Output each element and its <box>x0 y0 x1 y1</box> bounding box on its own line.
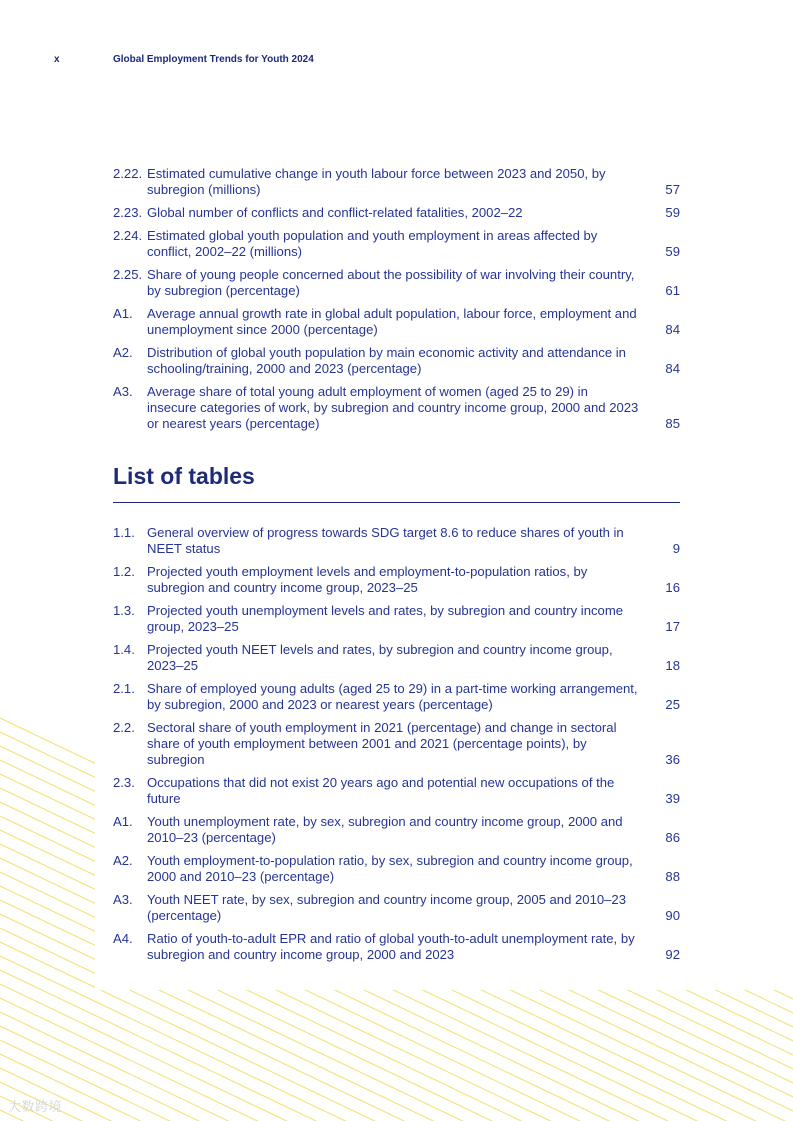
table-entry[interactable] <box>113 564 680 596</box>
page-reference: 59 <box>665 244 680 259</box>
section-heading: List of tables <box>113 463 255 489</box>
table-caption: Projected youth unemployment levels and rates, by subregion and country income group, 2023–25 <box>147 603 624 634</box>
figure-number: 2.24. <box>113 228 143 243</box>
page-reference: 17 <box>665 619 680 634</box>
figure-entry[interactable] <box>113 205 680 221</box>
figure-caption: Share of young people concerned about the possibility of war involving their country, by subregion (percentage) <box>147 267 635 298</box>
table-entry[interactable] <box>113 525 680 557</box>
table-number: 1.1. <box>113 525 135 540</box>
page-reference: 84 <box>665 361 680 376</box>
table-number: 2.1. <box>113 681 135 696</box>
page-reference: 57 <box>665 182 680 197</box>
figure-entry[interactable] <box>113 166 680 198</box>
page-reference: 9 <box>672 541 680 556</box>
figure-caption: Estimated global youth population and youth employment in areas affected by conflict, 2002–22 (millions) <box>147 228 598 259</box>
table-caption: Projected youth NEET levels and rates, by subregion and country income group, 2023–25 <box>147 642 613 673</box>
figure-caption: Global number of conflicts and conflict-related fatalities, 2002–22 <box>147 205 523 220</box>
table-entry[interactable] <box>113 642 680 674</box>
page-reference: 36 <box>665 752 680 767</box>
figure-entry[interactable] <box>113 228 680 260</box>
table-entry[interactable] <box>113 775 680 807</box>
page-reference: 18 <box>665 658 680 673</box>
page-reference: 25 <box>665 697 680 712</box>
list-of-tables <box>113 525 680 970</box>
figure-number: A1. <box>113 306 133 321</box>
figure-entry[interactable] <box>113 267 680 299</box>
page-reference: 85 <box>665 416 680 431</box>
figure-number: 2.22. <box>113 166 143 181</box>
table-number: 1.2. <box>113 564 135 579</box>
figure-number: A2. <box>113 345 133 360</box>
section-divider <box>113 502 680 503</box>
table-caption: General overview of progress towards SDG target 8.6 to reduce shares of youth in NEET status <box>147 525 624 556</box>
table-number: A1. <box>113 814 133 829</box>
table-number: A3. <box>113 892 133 907</box>
table-caption: Ratio of youth-to-adult EPR and ratio of global youth-to-adult unemployment rate, by subregion and country income group, 2000 and 2023 <box>147 931 635 962</box>
page-reference: 86 <box>665 830 680 845</box>
table-caption: Sectoral share of youth employment in 2021 (percentage) and change in sectoral share of youth employment between 2001 and 2021 (percentage points), by subregion <box>147 720 617 767</box>
page-reference: 39 <box>665 791 680 806</box>
table-number: 1.3. <box>113 603 135 618</box>
page-reference: 90 <box>665 908 680 923</box>
table-number: 1.4. <box>113 642 135 657</box>
table-entry[interactable] <box>113 892 680 924</box>
table-entry[interactable] <box>113 603 680 635</box>
page-reference: 59 <box>665 205 680 220</box>
document-title: Global Employment Trends for Youth 2024 <box>113 54 314 65</box>
figure-entry[interactable] <box>113 306 680 338</box>
table-number: A2. <box>113 853 133 868</box>
page-reference: 88 <box>665 869 680 884</box>
table-entry[interactable] <box>113 814 680 846</box>
table-caption: Youth unemployment rate, by sex, subregion and country income group, 2000 and 2010–23 (percentage) <box>147 814 623 845</box>
table-number: 2.2. <box>113 720 135 735</box>
figure-number: 2.25. <box>113 267 143 282</box>
list-of-figures <box>113 166 680 439</box>
table-caption: Youth employment-to-population ratio, by sex, subregion and country income group, 2000 and 2010–23 (percentage) <box>147 853 633 884</box>
table-caption: Projected youth employment levels and employment-to-population ratios, by subregion and country income group, 2023–25 <box>147 564 588 595</box>
table-entry[interactable] <box>113 931 680 963</box>
figure-caption: Average annual growth rate in global adult population, labour force, employment and unemployment since 2000 (percentage) <box>147 306 637 337</box>
page-number: x <box>54 54 60 65</box>
table-entry[interactable] <box>113 681 680 713</box>
figure-caption: Average share of total young adult employment of women (aged 25 to 29) in insecure categories of work, by subregion and country income group, 2000 and 2023 or nearest years (percentage) <box>147 384 639 431</box>
figure-number: 2.23. <box>113 205 143 220</box>
figure-entry[interactable] <box>113 345 680 377</box>
figure-caption: Distribution of global youth population by main economic activity and attendance in schooling/training, 2000 and 2023 (percentage) <box>147 345 626 376</box>
table-entry[interactable] <box>113 853 680 885</box>
table-caption: Occupations that did not exist 20 years ago and potential new occupations of the future <box>147 775 615 806</box>
table-caption: Youth NEET rate, by sex, subregion and country income group, 2005 and 2010–23 (percentage) <box>147 892 626 923</box>
page-reference: 84 <box>665 322 680 337</box>
table-entry[interactable] <box>113 720 680 768</box>
table-number: A4. <box>113 931 133 946</box>
figure-entry[interactable] <box>113 384 680 432</box>
page-reference: 16 <box>665 580 680 595</box>
table-caption: Share of employed young adults (aged 25 to 29) in a part-time working arrangement, by subregion, 2000 and 2023 or nearest years (percentage) <box>147 681 638 712</box>
table-number: 2.3. <box>113 775 135 790</box>
watermark: 大数跨境 <box>8 1099 63 1114</box>
page-reference: 61 <box>665 283 680 298</box>
page-reference: 92 <box>665 947 680 962</box>
figure-number: A3. <box>113 384 133 399</box>
figure-caption: Estimated cumulative change in youth labour force between 2023 and 2050, by subregion (millions) <box>147 166 606 197</box>
